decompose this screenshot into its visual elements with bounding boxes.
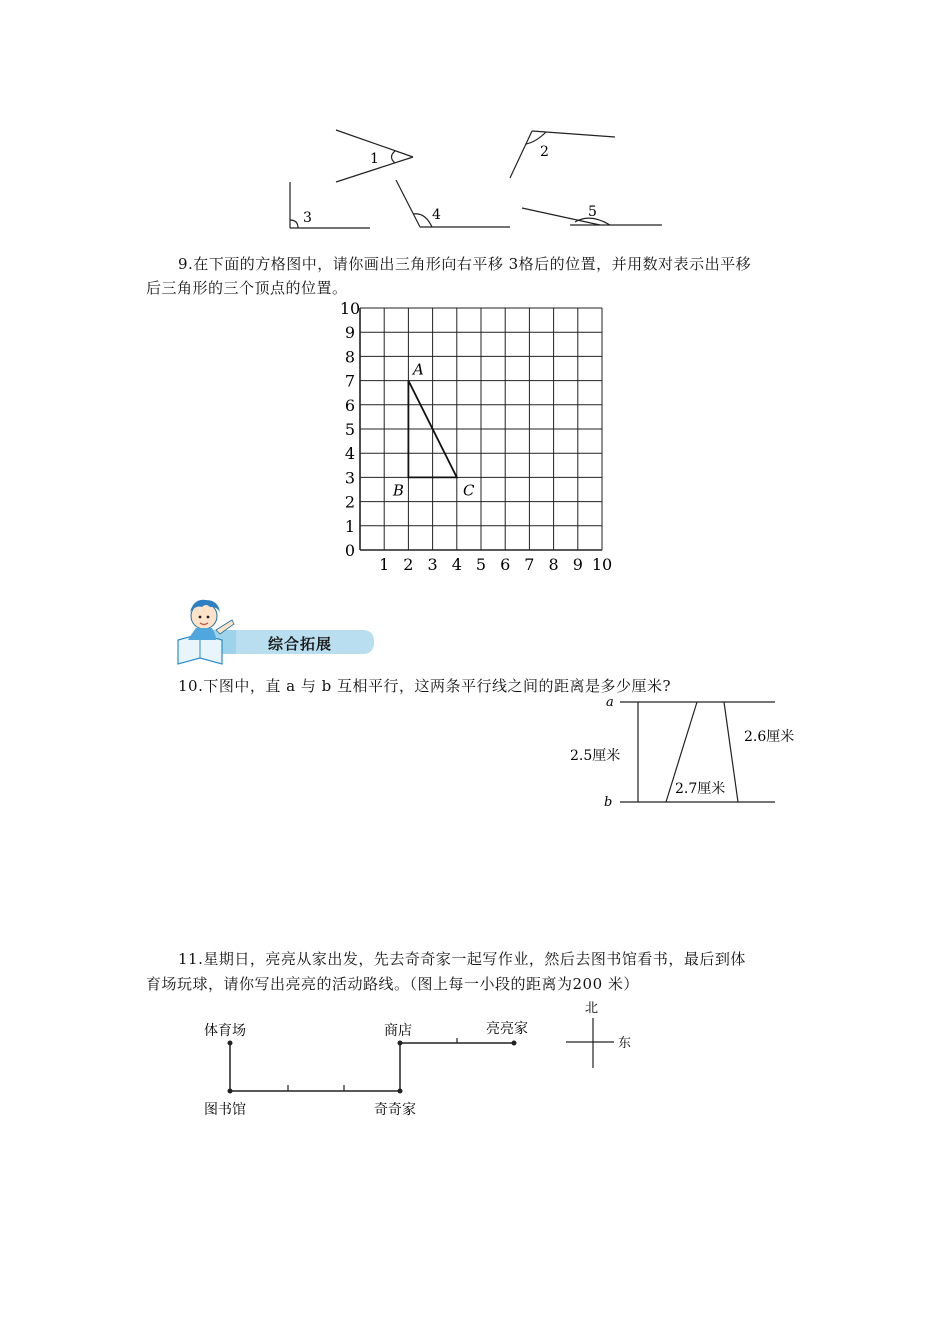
section-title: 综合拓展 <box>268 635 333 653</box>
angle-label-5: 5 <box>588 204 597 220</box>
y-tick-label: 0 <box>344 541 356 560</box>
stadium-point <box>228 1041 233 1046</box>
y-tick-label: 10 <box>339 299 361 318</box>
x-tick-label: 6 <box>500 555 511 574</box>
length-slant: 2.7厘米 <box>675 781 726 797</box>
x-tick-label: 9 <box>572 555 583 574</box>
angle-label-3: 3 <box>303 210 312 226</box>
library-point <box>228 1089 233 1094</box>
y-tick-label: 6 <box>344 395 356 415</box>
angle-4 <box>396 180 510 227</box>
stadium-label: 体育场 <box>204 1023 246 1039</box>
length-right: 2.6厘米 <box>744 729 795 745</box>
home-label: 亮亮家 <box>486 1021 528 1037</box>
qiqi-point <box>398 1089 403 1094</box>
angle-label-4: 4 <box>432 207 441 223</box>
angle-2 <box>510 131 615 178</box>
angle-label-1: 1 <box>370 151 379 167</box>
angle-label-2: 2 <box>540 144 549 160</box>
x-tick-label: 3 <box>427 555 438 574</box>
compass-north: 北 <box>585 1001 599 1016</box>
shop-label: 商店 <box>384 1023 412 1039</box>
x-tick-label: 2 <box>403 555 414 574</box>
home-point <box>512 1041 517 1046</box>
y-tick-label: 7 <box>344 371 356 391</box>
line-b-label: b <box>604 795 613 810</box>
vertex-label-a: A <box>412 360 424 379</box>
route-map <box>196 1000 646 1124</box>
y-tick-label: 8 <box>344 347 356 367</box>
x-tick-label: 1 <box>379 555 390 574</box>
y-tick-label: 3 <box>344 468 356 488</box>
slant-segment-right <box>724 702 738 802</box>
x-tick-label: 4 <box>451 555 462 574</box>
y-tick-label: 2 <box>344 492 356 512</box>
compass-icon <box>566 1018 614 1068</box>
line-a-label: a <box>606 695 614 710</box>
q10-text: 10.下图中，直 a 与 b 互相平行，这两条平行线之间的距离是多少厘米? <box>178 677 672 695</box>
parallel-lines-figure <box>560 692 810 812</box>
x-tick-label: 8 <box>548 555 559 574</box>
x-tick-label: 5 <box>475 555 487 574</box>
shop-point <box>398 1041 403 1046</box>
y-tick-label: 1 <box>344 516 356 536</box>
angle-3 <box>290 182 370 228</box>
x-tick-label: 7 <box>524 555 535 574</box>
q9-text-line2: 后三角形的三个顶点的位置。 <box>146 279 348 297</box>
angles-figure <box>270 120 680 235</box>
q11-text-line1: 11.星期日，亮亮从家出发，先去奇奇家一起写作业，然后去图书馆看书，最后到体 <box>178 950 746 968</box>
section-banner <box>176 594 378 666</box>
x-tick-label: 10 <box>591 555 613 574</box>
library-label: 图书馆 <box>204 1102 246 1118</box>
vertex-label-c: C <box>463 481 475 500</box>
q9-text-line1: 9.在下面的方格图中，请你画出三角形向右平移 3格后的位置，并用数对表示出平移 <box>178 255 752 273</box>
qiqi-label: 奇奇家 <box>374 1102 416 1118</box>
compass-east: 东 <box>618 1036 632 1051</box>
y-tick-label: 4 <box>344 444 356 464</box>
q11-text-line2: 育场玩球，请你写出亮亮的活动路线。（图上每一小段的距离为200 米） <box>146 975 639 993</box>
length-left: 2.5厘米 <box>570 748 621 764</box>
coordinate-grid <box>330 296 620 574</box>
vertex-label-b: B <box>392 481 404 500</box>
y-tick-label: 9 <box>344 323 356 343</box>
y-tick-label: 5 <box>344 420 356 439</box>
